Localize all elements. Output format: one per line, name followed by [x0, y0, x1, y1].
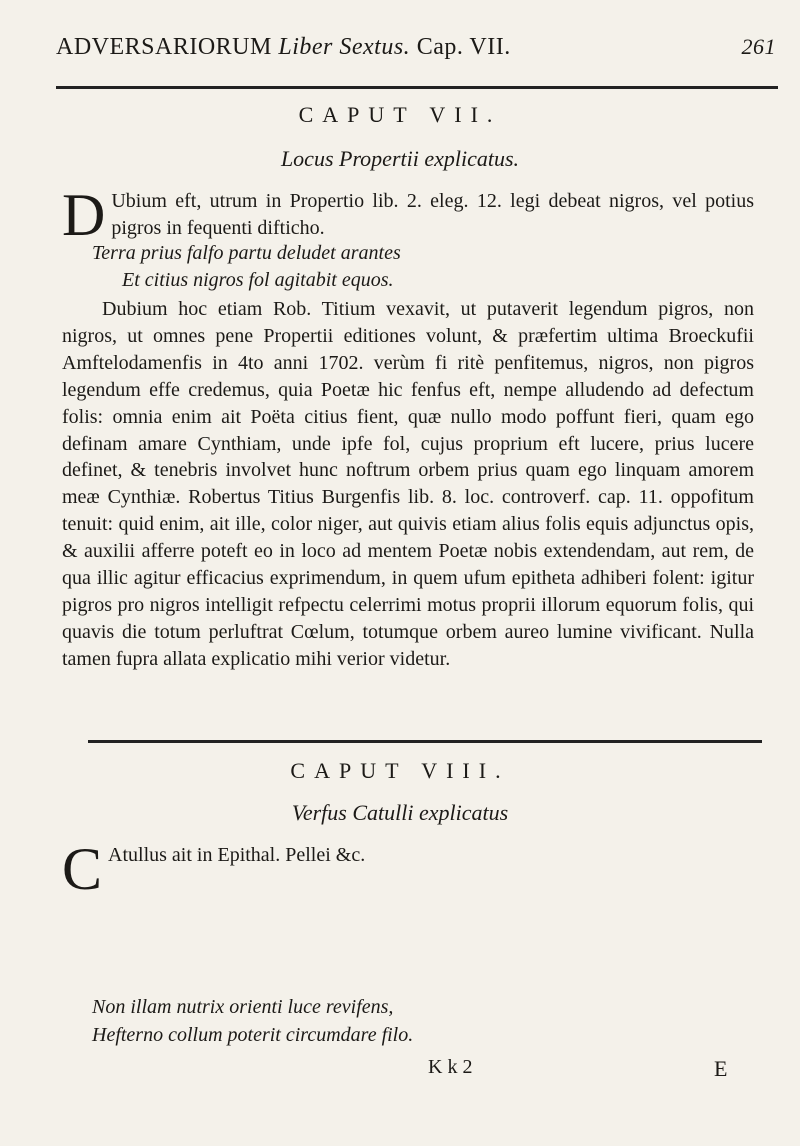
paragraph-opening: [62, 836, 754, 902]
chapter-heading-8: CAPUT VIII.: [290, 758, 510, 783]
drop-cap: C: [62, 836, 103, 902]
running-head-title: ADVERSARIORUM: [56, 34, 272, 60]
chapter-subtitle-7: Locus Propertii explicatus.: [280, 146, 520, 171]
page-number: 261: [741, 34, 776, 59]
paragraph-commentary: [62, 296, 754, 673]
chapter-heading-7: CAPUT VII.: [298, 102, 502, 127]
chapter-7-opening: [62, 182, 754, 248]
chapter-8-opening: [62, 836, 754, 902]
top-rule: [56, 86, 778, 89]
chapter-7-commentary: [62, 296, 754, 673]
running-head: [56, 34, 776, 68]
opening-text: Ubium eft, utrum in Propertio lib. 2. eleg. 12. legi debeat nigros, vel potius pigros in fequenti difticho.: [111, 190, 754, 239]
verse-line: Hefterno collum poterit circumdare filo.: [92, 1024, 414, 1046]
section-rule: [88, 740, 762, 743]
signature-mark: K k 2: [428, 1056, 473, 1078]
running-head-chapter: Cap. VII.: [416, 34, 511, 60]
drop-cap: D: [62, 182, 106, 248]
commentary-text: Dubium hoc etiam Rob. Titium vexavit, ut putaverit legendum pigros, non nigros, ut omnes pene Propertii editiones volunt, & præfertim ultima Broeckufii Amftelodamenfis in 4to anni 1702. verùm fi ritè penfitemus, nigros, non pigros legendum effe credemus, quia Poetæ hic fenfus eft, nempe alludendo ad defectum folis: omnia enim ait Poëta citius fient, quæ nullo modo poffunt fieri, quam ego definam amare Cynthiam, unde ipfe fol, cujus proprium eft lucere, prius lucere definet, & tenebris involvet hunc noftrum orbem prius quam ego linquam amorem meæ Cynthiæ. Robertus Titius Burgenfis lib. 8. loc. controverf. cap. 11. oppofitum tenuit: quid enim, ait ille, color niger, aut quivis etiam alius folis equis adjunctus opis, & auxilii afferre poteft eo in loco ad mentem Poetæ nobis extendendam, aut rem, de qua illic agitur efficacius exprimendum, in quem ufum epitheta adhiberi folent: igitur pigros pro nigros intelligit refpectu celerrimi motus proprii illorum equorum folis, qui quavis die totum perluftrat Cœlum, totumque orbem aureo lumine vivificant. Nulla tamen fupra allata explicatio mihi verior videtur.: [62, 298, 754, 670]
verse-line: Non illam nutrix orienti luce revifens,: [92, 996, 394, 1018]
verse-line: Et citius nigros fol agitabit equos.: [122, 269, 394, 291]
opening-text: Atullus ait in Epithal. Pellei &c.: [108, 844, 366, 866]
catchword: E: [714, 1056, 728, 1081]
paragraph-opening: [62, 182, 754, 248]
chapter-subtitle-8: Verfus Catulli explicatus: [291, 800, 509, 825]
running-head-left: [56, 34, 511, 61]
verse-line: Terra prius falfo partu deludet arantes: [92, 242, 401, 264]
running-head-book: Liber Sextus.: [278, 34, 411, 60]
